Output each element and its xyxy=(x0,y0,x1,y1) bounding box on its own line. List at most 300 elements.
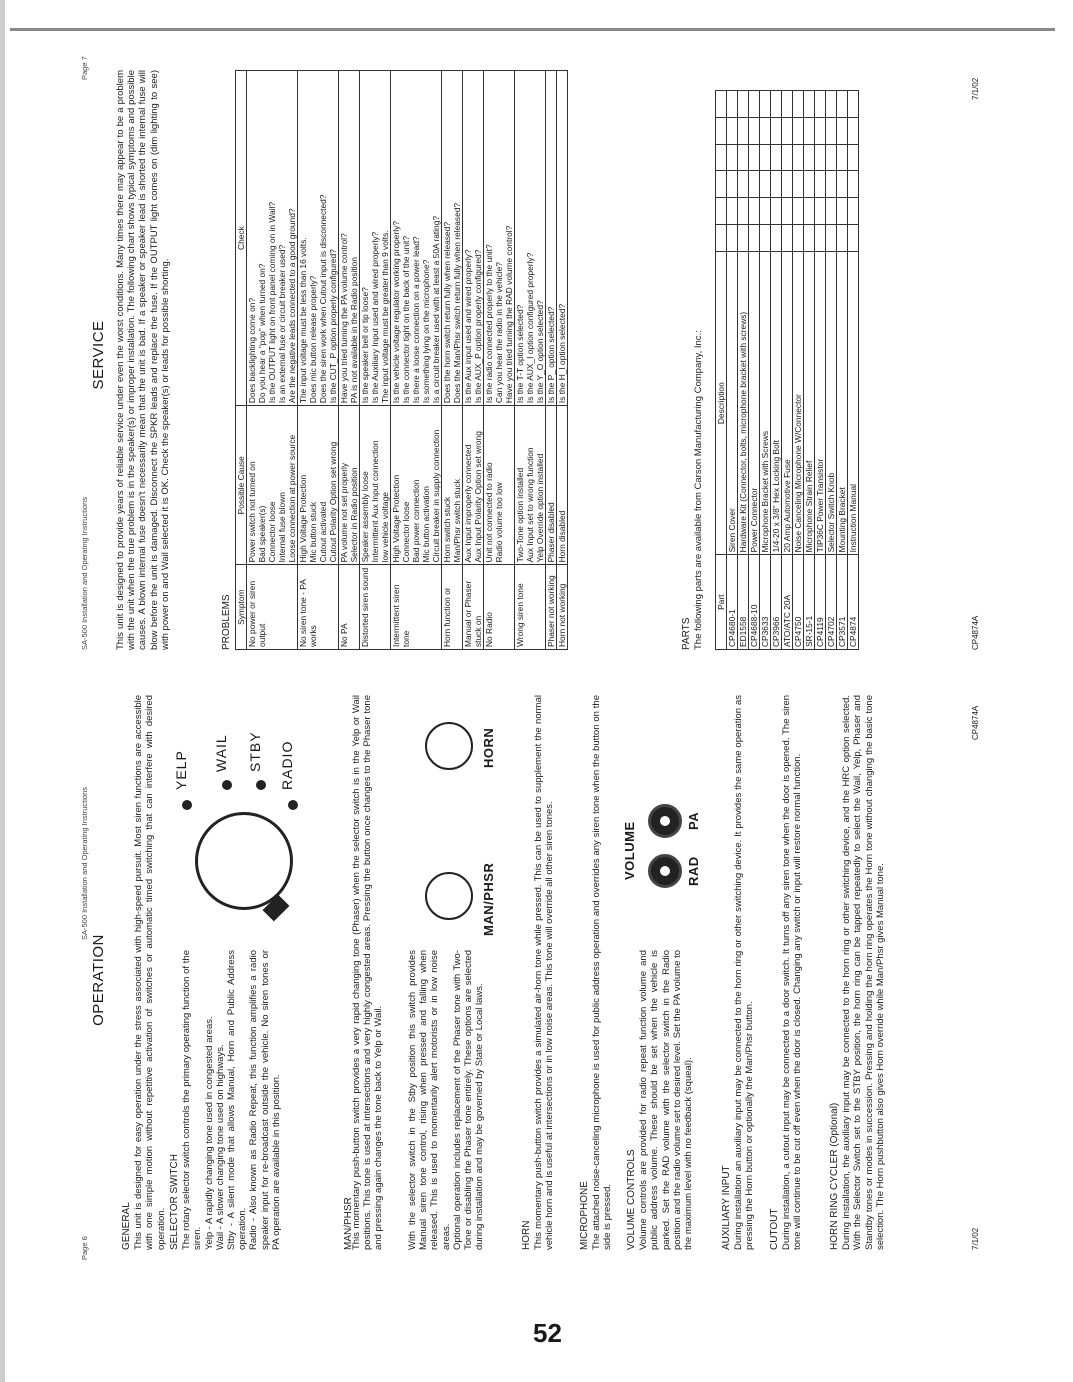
cause-line: High Voltage Protection xyxy=(298,474,308,563)
part-number-cell: ATO/ATC 20A xyxy=(782,555,793,650)
stby-position-dot xyxy=(256,780,266,790)
rad-label: RAD xyxy=(686,856,701,886)
part-number-cell: CP4119 xyxy=(815,555,826,650)
empty-cell xyxy=(738,171,749,198)
section-text: This momentary push-button switch provides a simulated air-horn tone while pressed. This can be used to supplement the normal vehicle horn and is useful at intersections or in low noise areas. This tone will override all other siren tones. xyxy=(533,695,556,1250)
description-cell: 1/4-20 x 3/8" Hex Locking Bolt xyxy=(771,251,782,554)
sheet-number: 52 xyxy=(533,1318,562,1348)
description-cell: Instruction Manual xyxy=(848,251,859,554)
cause-cell xyxy=(442,406,463,565)
section-heading: PARTS xyxy=(681,617,692,650)
description-cell: Selector Switch Knob xyxy=(826,251,837,554)
cause-cell xyxy=(391,406,442,565)
check-line: Is there a loose connection on a power lead? xyxy=(411,236,421,404)
description-cell: Microphone Bracket with Screws xyxy=(760,251,771,554)
cause-line: Circuit breaker in supply connection xyxy=(431,429,441,563)
empty-cell xyxy=(826,198,837,225)
check-line: The input voltage must be less than 16 volts. xyxy=(298,237,308,404)
cause-cell xyxy=(339,406,360,565)
part-number-cell: CP3633 xyxy=(760,555,771,650)
description-cell: TIP36C Power Transistor xyxy=(815,251,826,554)
cause-line: Power switch not turned on xyxy=(247,461,257,563)
yelp-label: YELP xyxy=(173,750,189,790)
description-cell: Power Connector xyxy=(749,251,760,554)
check-line: Does the siren work when Cutout input is disconnected? xyxy=(318,194,328,404)
check-line: Is the CUT_P option properly configured? xyxy=(328,249,338,404)
check-line: Are the negative leads connected to a good ground? xyxy=(287,208,297,404)
knob-pointer xyxy=(263,895,290,922)
table-row xyxy=(804,91,815,650)
empty-cell xyxy=(848,225,859,252)
empty-cell xyxy=(804,225,815,252)
empty-cell xyxy=(848,198,859,225)
column-header: Possible Cause xyxy=(236,406,247,565)
section-heading: MAN/PHSR xyxy=(343,1197,354,1250)
page-6 xyxy=(75,680,995,1280)
footer-date: 7/1/02 xyxy=(971,77,980,100)
section-heading: PROBLEMS xyxy=(221,594,232,650)
check-line: Is a circuit breaker used with at least a 50A rating? xyxy=(431,215,441,404)
check-line: Does mic button release properly? xyxy=(308,275,318,404)
cause-line: Selector in Radio position xyxy=(349,467,359,563)
empty-cell xyxy=(738,144,749,171)
cause-line: Man/Phsr switch stuck xyxy=(452,479,462,563)
column-header: Part xyxy=(716,555,727,650)
cause-cell xyxy=(515,406,546,565)
table-row xyxy=(298,71,339,650)
radio-label: RADIO xyxy=(279,740,295,790)
empty-cell xyxy=(815,91,826,118)
check-line: Is the vehicle voltage regulator working properly? xyxy=(391,221,401,404)
check-line: Is the T-T option selected? xyxy=(515,304,525,404)
check-line: Is the radio connected properly to the unit? xyxy=(484,244,494,404)
part-number-cell: CP4688-10 xyxy=(749,555,760,650)
horn-button xyxy=(425,722,473,770)
check-line: Is the P_ option selected? xyxy=(546,306,556,404)
check-line: Is something lying on the microphone? xyxy=(421,259,431,404)
empty-cell xyxy=(804,117,815,144)
symptom-cell: Distorted siren sound xyxy=(360,565,391,650)
symptom-cell: No siren tone - PA works xyxy=(298,565,339,650)
scan-edge xyxy=(0,0,5,1382)
check-line: Is the H_I option selected? xyxy=(557,303,567,404)
check-line: Does the Man/Phsr switch return fully when released? xyxy=(452,202,462,404)
manphsr-text-cont xyxy=(407,950,485,1250)
section-text: This unit is designed to provide years of reliable service under even the worst conditions. Many times there may appear to be a problem with the unit when the true problem is in the speaker(s) or improper installation. The following chart shows typical symptoms and possible causes. A blown internal fuse doesn't necessarily mean that the unit is bad. If a speaker or speaker lead is shorted the internal fuse will blow before the unit is damaged. Disconnect the SPKR leads and replace the fuse. If the OUTPUT light comes on (dim lighting to see) with power on and Wail selected it is OK. Check the speaker(s) or leads for possible shorting. xyxy=(115,70,171,650)
spare-column xyxy=(716,198,727,225)
empty-cell xyxy=(826,91,837,118)
yelp-text: Yelp - A rapidly changing tone used in congested areas. xyxy=(203,1016,215,1250)
symptom-cell: Phaser not working xyxy=(546,565,557,650)
section-text: The rotary selector switch controls the primary operating function of the siren. xyxy=(181,950,204,1250)
empty-cell xyxy=(837,198,848,225)
empty-cell xyxy=(760,225,771,252)
cause-cell xyxy=(546,406,557,565)
footer-part-number: CP4874A xyxy=(971,615,980,650)
horn-ring-cycler-section xyxy=(823,695,886,1250)
cause-line: PA volume not set properly xyxy=(339,462,349,563)
wail-label: WAIL xyxy=(213,734,229,772)
empty-cell xyxy=(749,225,760,252)
empty-cell xyxy=(749,91,760,118)
empty-cell xyxy=(826,117,837,144)
volume-diagram xyxy=(620,700,730,940)
cause-line: Horn switch stuck xyxy=(442,496,452,563)
empty-cell xyxy=(837,144,848,171)
footer-part-number: CP4874A xyxy=(971,705,980,740)
symptom-cell: Horn not working xyxy=(557,565,568,650)
section-heading: VOLUME CONTROLS xyxy=(626,1149,637,1250)
table-row xyxy=(826,91,837,650)
section-text: With the selector switch in the Stby position this switch provides Manual siren tone control, rising when pressed and falling when released. This is used to momentarily alert motorists or in low noise areas. xyxy=(407,950,452,1250)
page-title: SERVICE xyxy=(90,320,107,390)
table-row xyxy=(442,71,463,650)
table-row xyxy=(463,71,484,650)
parts-table-body xyxy=(727,91,859,650)
check-cell xyxy=(546,71,557,406)
description-cell: Mounting Bracket xyxy=(837,251,848,554)
section-text: During installation, a cutout input may be connected to a door switch. It turns off any siren tone when the door is opened. The siren tone will continue to be cut off even when the door is closed. Changing any switch or input will restore normal function. xyxy=(781,695,804,1250)
check-line: The input voltage must be greater than 9 volts. xyxy=(380,230,390,404)
empty-cell xyxy=(771,198,782,225)
cause-line: High Voltage Protection xyxy=(391,474,401,563)
table-row xyxy=(546,71,557,650)
cause-line: Connector loose xyxy=(401,501,411,563)
empty-cell xyxy=(826,144,837,171)
cause-line: Intermittent Aux Input connection xyxy=(370,440,380,563)
cause-line: Mic button activation xyxy=(421,486,431,563)
cause-line: low vehicle voltage xyxy=(380,492,390,563)
cause-line: Connector loose xyxy=(267,501,277,563)
empty-cell xyxy=(727,198,738,225)
empty-cell xyxy=(760,198,771,225)
general-section xyxy=(115,695,167,1250)
part-number-cell: SR-15-1 xyxy=(804,555,815,650)
symptom-cell: Manual or Phaser stuck on xyxy=(463,565,484,650)
column-header: Symptom xyxy=(236,565,247,650)
cause-cell xyxy=(463,406,484,565)
check-line: Is the Y_O option selected? xyxy=(535,300,545,404)
wail-text: Wail - A slower changing tone used on highways. xyxy=(214,1044,226,1250)
empty-cell xyxy=(760,171,771,198)
section-text: The following parts are available from Carson Manufacturing Company, Inc.: xyxy=(693,330,705,650)
empty-cell xyxy=(760,91,771,118)
empty-cell xyxy=(804,171,815,198)
cause-line: Yelp Override option installed xyxy=(535,453,545,563)
problems-table-body xyxy=(247,71,568,650)
table-row xyxy=(515,71,546,650)
table-row xyxy=(815,91,826,650)
empty-cell xyxy=(727,225,738,252)
cause-line: Unit not connected to radio xyxy=(484,462,494,563)
check-line: Is an external fuse or circuit breaker used? xyxy=(277,244,287,404)
empty-cell xyxy=(727,91,738,118)
cause-line: Loose connection at power source xyxy=(287,434,297,563)
selector-switch-section xyxy=(163,950,282,1250)
spare-column xyxy=(716,91,727,118)
empty-cell xyxy=(749,198,760,225)
table-row xyxy=(484,71,515,650)
table-row xyxy=(848,91,859,650)
table-header-row xyxy=(716,91,727,650)
table-row xyxy=(247,71,298,650)
check-line: Is the AUX_P option properly configured? xyxy=(473,249,483,404)
check-line: Does the horn switch return fully when released? xyxy=(442,222,452,404)
parts-table xyxy=(715,90,859,650)
empty-cell xyxy=(749,117,760,144)
cause-cell xyxy=(557,406,568,565)
symptom-cell: Wrong siren tone xyxy=(515,565,546,650)
empty-cell xyxy=(782,171,793,198)
problems-table xyxy=(235,70,568,650)
part-number-cell: CP4702 xyxy=(826,555,837,650)
empty-cell xyxy=(793,144,804,171)
check-line: Is the Auxiliary Input used and wired properly? xyxy=(370,231,380,404)
section-heading: GENERAL xyxy=(121,1202,132,1250)
cause-line: Aux Input Polarity Option set wrong xyxy=(473,431,483,563)
table-row xyxy=(749,91,760,650)
empty-cell xyxy=(738,198,749,225)
cause-cell xyxy=(484,406,515,565)
table-row xyxy=(738,91,749,650)
section-text: During installation, the auxiliary input may be connected to the horn ring or other switching device, and the HRC option selected. With the Selector Switch set to the STBY position, the horn ring can be tapped repeatedly to select the Wail, Yelp, Phaser and Standby tones or modes in succession. Pressing and holding the horn ring operates the Horn tone without changing the basic tone selection. The Horn pushbutton also gives Horn override while Man/Phsr gives Manual tone. xyxy=(841,695,886,1250)
page-title: OPERATION xyxy=(90,934,107,1026)
section-text: During installation an auxiliary input may be connected to the horn ring or other switching device. It provides the same operation as pressing the Horn button or optionally the Man/Phsr button. xyxy=(733,695,756,1250)
pa-volume-knob xyxy=(648,804,682,838)
empty-cell xyxy=(815,117,826,144)
footer-date: 7/1/02 xyxy=(971,1227,980,1250)
manphsr-text-block xyxy=(351,695,385,1250)
cause-line: Speaker assembly loose xyxy=(360,471,370,563)
section-heading: HORN xyxy=(521,1220,532,1250)
empty-cell xyxy=(837,91,848,118)
cause-cell xyxy=(360,406,391,565)
part-number-cell: CP4680-1 xyxy=(727,555,738,650)
section-text: Volume controls are provided for radio repeat function volume and public address volume. These should be set when the vehicle is parked. Set the RAD volume with the selector switch in the Radio position and the radio volume set to desired level. Set the PA volume to the maximum level with no feedback (squeal). xyxy=(638,950,695,1250)
cause-line: Aux Input set to wrong function xyxy=(525,447,535,563)
section-heading: HORN RING CYCLER (Optional) xyxy=(829,1102,840,1250)
cause-line: Phaser disabled xyxy=(546,502,556,563)
symptom-cell: Intermittent siren tone xyxy=(391,565,442,650)
section-heading: SELECTOR SWITCH xyxy=(169,1154,180,1250)
cause-line: Radio volume too low xyxy=(494,482,504,563)
document-spread xyxy=(75,50,995,1280)
section-text: This unit is designed for easy operation under the stress associated with high-speed pursuit. Most siren functions are accessible with one simple motion without repetitive activation of switches or automatic timed switching that can interfere with desired operation. xyxy=(133,695,167,1250)
problems-heading-block xyxy=(215,70,233,650)
column-header: Check xyxy=(236,71,247,406)
selector-knob xyxy=(195,812,293,910)
description-cell: Siren Cover xyxy=(727,251,738,554)
check-line: Is the AUX_I option configured properly? xyxy=(525,252,535,404)
description-cell: Hardware Kit (Connector, bolts, microphone bracket with screws) xyxy=(738,251,749,554)
check-cell xyxy=(391,71,442,406)
section-text: Optional operation includes replacement of the Phaser tone with Two-Tone or disabling the Phaser tone entirely. These options are selected during installation and may be governed by State or Local laws. xyxy=(451,950,486,1250)
table-header-row xyxy=(236,71,247,650)
symptom-cell: Horn function or xyxy=(442,565,463,650)
empty-cell xyxy=(815,225,826,252)
empty-cell xyxy=(815,171,826,198)
microphone-section xyxy=(573,695,614,1250)
yelp-position-dot xyxy=(182,800,192,810)
empty-cell xyxy=(771,144,782,171)
empty-cell xyxy=(793,198,804,225)
empty-cell xyxy=(826,171,837,198)
check-cell xyxy=(515,71,546,406)
empty-cell xyxy=(760,144,771,171)
empty-cell xyxy=(727,144,738,171)
cause-line: Cutout Polarity Option set wrong xyxy=(328,441,338,563)
cause-line: Internal fuse blown xyxy=(277,492,287,563)
table-row xyxy=(557,71,568,650)
check-line: Do you hear a "pop" when turned on? xyxy=(257,263,267,404)
rad-volume-knob xyxy=(648,854,682,888)
auxiliary-input-section xyxy=(715,695,756,1250)
description-cell: Microphone Strain Relief xyxy=(804,251,815,554)
empty-cell xyxy=(760,117,771,144)
empty-cell xyxy=(848,117,859,144)
table-row xyxy=(793,91,804,650)
check-cell xyxy=(360,71,391,406)
page-7 xyxy=(75,50,995,660)
empty-cell xyxy=(771,225,782,252)
cause-line: Horn disabled xyxy=(557,510,567,563)
check-cell xyxy=(298,71,339,406)
check-line: Is the Aux input used and wired properly? xyxy=(463,249,473,404)
cause-line: Bad power connection xyxy=(411,479,421,563)
check-line: Have you tried turning the RAD volume control? xyxy=(504,225,514,404)
pushbutton-diagram xyxy=(405,700,515,940)
check-line: Is the connector tight on the back of the unit? xyxy=(401,235,411,404)
horn-label: HORN xyxy=(481,727,496,768)
cause-line: Two-Tone option installed xyxy=(515,467,525,563)
description-cell: Noise Canceling Microphone W/Connector xyxy=(793,251,804,554)
empty-cell xyxy=(727,171,738,198)
cause-line: Cutout activated xyxy=(318,501,328,563)
check-cell xyxy=(247,71,298,406)
table-row xyxy=(727,91,738,650)
part-number-cell: CP4750 xyxy=(793,555,804,650)
table-row xyxy=(391,71,442,650)
pa-label: PA xyxy=(686,811,701,830)
empty-cell xyxy=(782,198,793,225)
volume-controls-section xyxy=(620,950,694,1250)
empty-cell xyxy=(837,225,848,252)
check-line: Can you hear the radio in the vehicle? xyxy=(494,262,504,404)
horn-section xyxy=(515,695,556,1250)
empty-cell xyxy=(837,171,848,198)
table-row xyxy=(771,91,782,650)
section-heading: CUTOUT xyxy=(769,1208,780,1250)
rotated-spread xyxy=(75,0,1073,1300)
table-row xyxy=(360,71,391,650)
empty-cell xyxy=(804,144,815,171)
cutout-section xyxy=(763,695,804,1250)
section-heading: AUXILIARY INPUT xyxy=(721,1165,732,1250)
part-number-cell: ED1558 xyxy=(738,555,749,650)
spare-column xyxy=(716,225,727,252)
empty-cell xyxy=(793,225,804,252)
section-text: The attached noise-canceling microphone is used for public address operation and overrides any siren tone when the button on the side is pressed. xyxy=(591,695,614,1250)
cause-line: Aux Input improperly connected xyxy=(463,444,473,563)
parts-section xyxy=(675,70,704,650)
spare-column xyxy=(716,171,727,198)
section-heading: MICROPHONE xyxy=(579,1181,590,1250)
check-line: Is the speaker bell or tip loose? xyxy=(360,287,370,404)
empty-cell xyxy=(804,198,815,225)
stby-text: Stby - A silent mode that allows Manual, Horn and Public Address operation. xyxy=(226,950,249,1250)
table-row xyxy=(837,91,848,650)
empty-cell xyxy=(826,225,837,252)
empty-cell xyxy=(837,117,848,144)
empty-cell xyxy=(738,91,749,118)
empty-cell xyxy=(771,117,782,144)
check-cell xyxy=(484,71,515,406)
description-cell: 20 Amp Automotive Fuse xyxy=(782,251,793,554)
cause-line: Bad speaker(s) xyxy=(257,505,267,563)
empty-cell xyxy=(771,171,782,198)
spare-column xyxy=(716,144,727,171)
empty-cell xyxy=(771,91,782,118)
radio-position-dot xyxy=(288,800,298,810)
empty-cell xyxy=(793,171,804,198)
wail-position-dot xyxy=(222,780,232,790)
empty-cell xyxy=(782,144,793,171)
empty-cell xyxy=(804,91,815,118)
check-cell xyxy=(463,71,484,406)
check-line: Does backlighting come on? xyxy=(247,297,257,404)
manphsr-label: MAN/PHSR xyxy=(481,862,496,936)
spare-column xyxy=(716,117,727,144)
running-header: SA-500 Installation and Operating Instructions xyxy=(80,496,89,650)
volume-label: VOLUME xyxy=(622,821,637,880)
symptom-cell: No PA xyxy=(339,565,360,650)
page-number: Page 6 xyxy=(80,1236,89,1260)
empty-cell xyxy=(815,144,826,171)
cause-line: Mic button stuck xyxy=(308,501,318,563)
radio-text: Radio - Also known as Radio Repeat, this function amplifies a radio speaker input for re-broadcast outside the vehicle. No siren tones or PA operation are available in this position. xyxy=(248,950,282,1250)
symptom-cell: No Radio xyxy=(484,565,515,650)
check-line: Have you tried turning the PA volume control? xyxy=(339,233,349,404)
column-header: Description xyxy=(716,251,727,554)
check-cell xyxy=(339,71,360,406)
empty-cell xyxy=(782,225,793,252)
running-header: SA-500 Installation and Operating Instructions xyxy=(80,786,89,940)
table-row xyxy=(760,91,771,650)
cause-cell xyxy=(298,406,339,565)
cause-cell xyxy=(247,406,298,565)
section-text: This momentary push-button switch provides a very rapid changing tone (Phaser) when the selector switch is in the Yelp or Wail positions. This tone is used at intersections and very highly congested areas. Pressing the button once changes to the Phaser tone and pressing again changes the tone back to Yelp or Wail. xyxy=(351,695,385,1250)
empty-cell xyxy=(782,91,793,118)
empty-cell xyxy=(749,144,760,171)
part-number-cell: CP4874 xyxy=(848,555,859,650)
empty-cell xyxy=(782,117,793,144)
empty-cell xyxy=(793,91,804,118)
empty-cell xyxy=(848,91,859,118)
part-number-cell: CP3966 xyxy=(771,555,782,650)
part-number-cell: CP3571 xyxy=(837,555,848,650)
table-row xyxy=(782,91,793,650)
empty-cell xyxy=(749,171,760,198)
service-intro xyxy=(115,70,171,650)
manphsr-button xyxy=(425,872,473,920)
check-cell xyxy=(442,71,463,406)
symptom-cell: No power or siren output xyxy=(247,565,298,650)
empty-cell xyxy=(848,171,859,198)
empty-cell xyxy=(793,117,804,144)
empty-cell xyxy=(738,117,749,144)
check-cell xyxy=(557,71,568,406)
check-line: Is the OUTPUT light on front panel coming on in Wail? xyxy=(267,202,277,404)
